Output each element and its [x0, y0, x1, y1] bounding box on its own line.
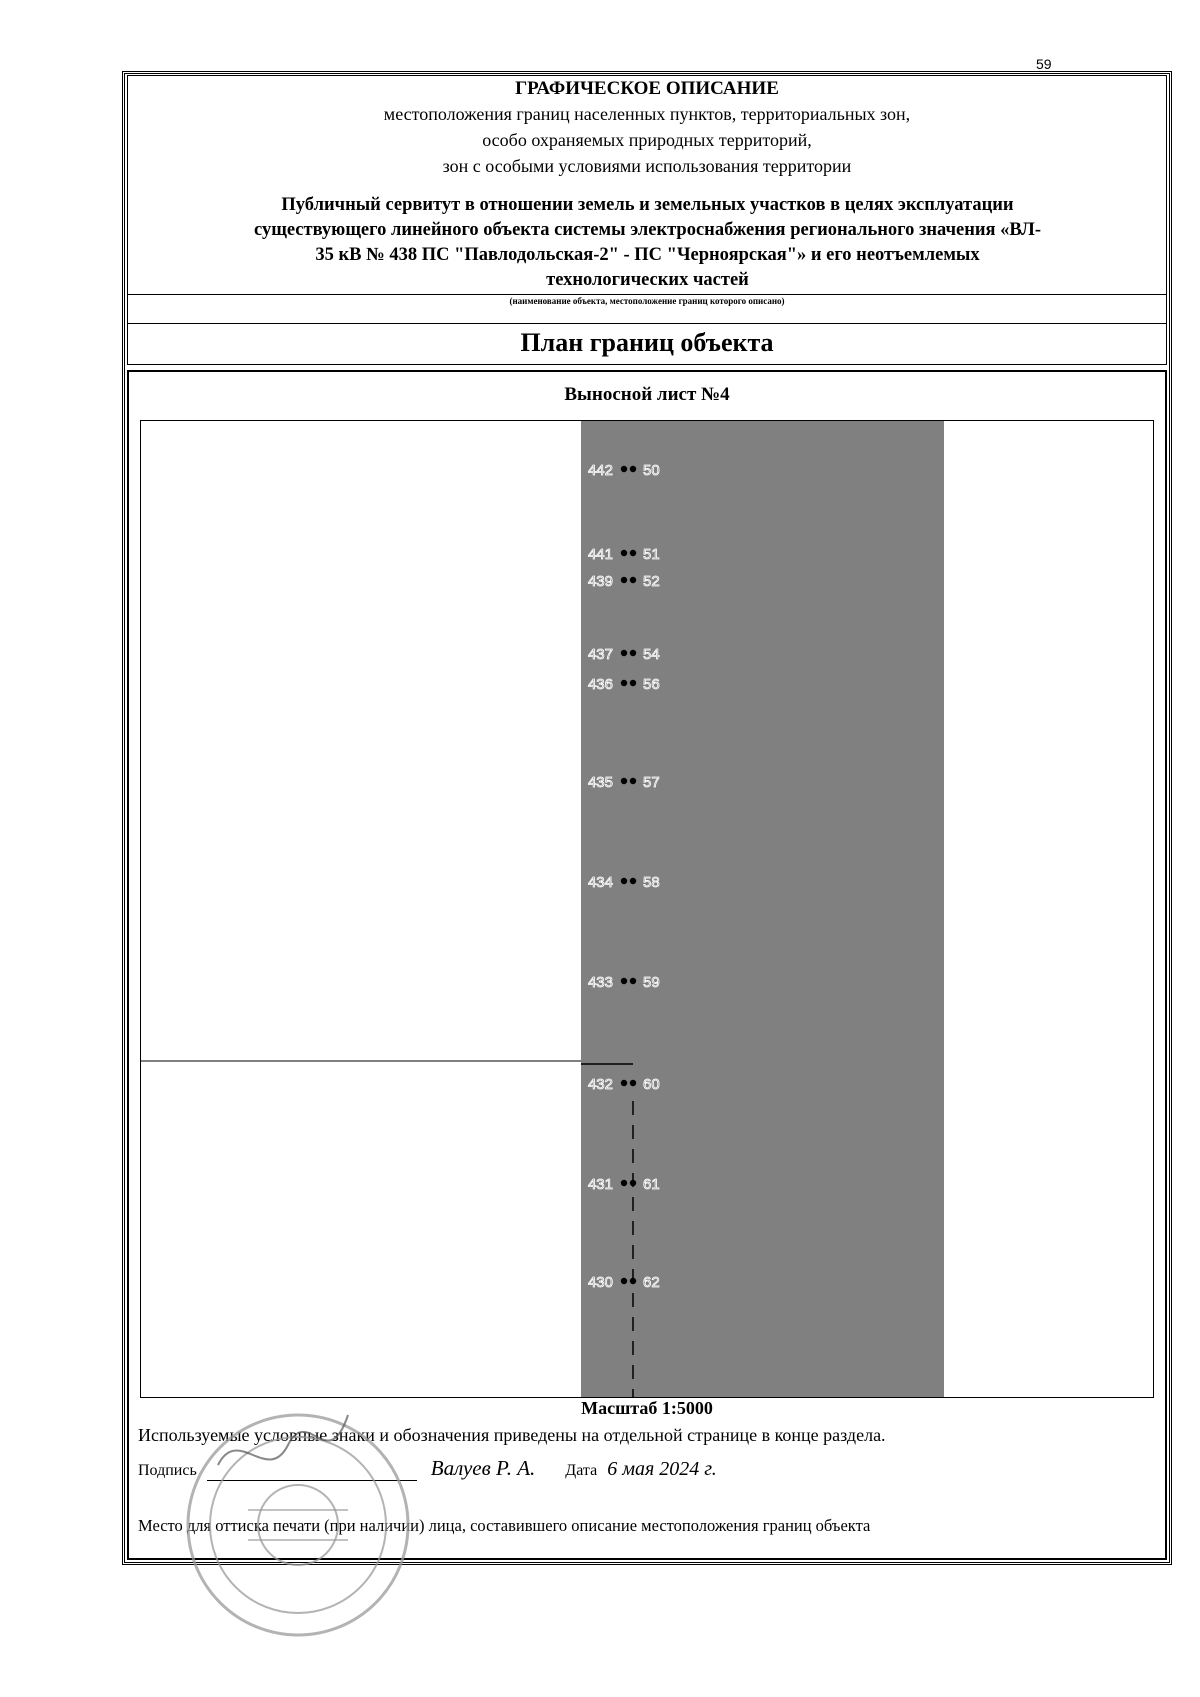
document-title: ГРАФИЧЕСКОЕ ОПИСАНИЕ — [515, 78, 779, 99]
point-label-left: 434 — [587, 874, 613, 891]
point-label-left: 435 — [587, 774, 613, 791]
boundary-point — [621, 1278, 627, 1284]
header-divider — [128, 323, 1166, 324]
boundary-map-svg — [141, 421, 1153, 1397]
object-name — [160, 193, 1135, 293]
map-scale: Масштаб 1:5000 — [581, 1398, 713, 1418]
boundary-point — [621, 550, 627, 556]
legend-note: Используемые условные знаки и обозначения приведены на отдельной странице в конце раздела. — [138, 1425, 886, 1445]
boundary-point — [621, 650, 627, 656]
servitude-zone — [581, 421, 944, 1397]
boundary-point — [630, 680, 636, 686]
object-name-line: существующего линейного объекта системы электроснабжения регионального значения «ВЛ- — [254, 220, 1041, 240]
boundary-point — [621, 1080, 627, 1086]
signer-name: Валуев Р. А. — [430, 1456, 536, 1480]
object-name-line: 35 кВ № 438 ПС "Павлодольская-2" - ПС "Черноярская"» и его неотъемлемых — [315, 245, 980, 265]
boundary-point — [630, 778, 636, 784]
boundary-point — [630, 1180, 636, 1186]
point-label-right: 56 — [643, 676, 660, 693]
date-label: Дата — [565, 1462, 598, 1479]
plan-title: План границ объекта — [520, 328, 774, 357]
boundary-point — [630, 1080, 636, 1086]
boundary-point — [630, 1278, 636, 1284]
boundary-point — [621, 778, 627, 784]
object-name-line: Публичный сервитут в отношении земель и земельных участков в целях эксплуатации — [281, 195, 1014, 215]
boundary-point — [621, 466, 627, 472]
object-name-line: технологических частей — [546, 270, 749, 290]
boundary-point — [630, 577, 636, 583]
stamp-place-note: Место для оттиска печати (при наличии) лица, составившего описание местоположения границ объекта — [138, 1516, 871, 1535]
date-value: 6 мая 2024 г. — [607, 1458, 717, 1480]
sheet-title: Выносной лист №4 — [564, 384, 730, 405]
point-label-right: 52 — [643, 573, 660, 590]
point-label-right: 54 — [643, 646, 660, 663]
subtitle-line: местоположения границ населенных пунктов, территориальных зон, — [383, 104, 911, 124]
seal-stamp — [178, 1405, 418, 1645]
boundary-point — [621, 680, 627, 686]
point-label-right: 57 — [643, 774, 660, 791]
point-label-left: 436 — [587, 676, 613, 693]
point-label-left: 432 — [587, 1076, 613, 1093]
object-caption: (наименование объекта, местоположение границ которого описано) — [509, 296, 785, 306]
boundary-point — [621, 577, 627, 583]
point-label-left: 430 — [587, 1274, 613, 1291]
point-label-left: 437 — [587, 646, 613, 663]
point-label-left: 431 — [587, 1176, 613, 1193]
point-label-right: 59 — [643, 974, 660, 991]
boundary-point — [630, 978, 636, 984]
boundary-map — [140, 420, 1154, 1398]
subtitle-line: зон с особыми условиями использования территории — [442, 156, 852, 176]
point-label-right: 51 — [643, 546, 660, 563]
boundary-point — [630, 878, 636, 884]
point-label-left: 442 — [587, 462, 613, 479]
header-divider — [128, 294, 1166, 295]
page-number: 59 — [1036, 56, 1052, 72]
point-label-right: 61 — [643, 1176, 660, 1193]
point-label-left: 433 — [587, 974, 613, 991]
boundary-point — [630, 550, 636, 556]
point-label-left: 441 — [587, 546, 613, 563]
boundary-point — [630, 466, 636, 472]
boundary-point — [621, 878, 627, 884]
point-label-right: 62 — [643, 1274, 660, 1291]
subtitle-line: особо охраняемых природных территорий, — [482, 130, 812, 150]
boundary-point — [621, 978, 627, 984]
signature-label: Подпись — [138, 1462, 197, 1479]
boundary-point — [630, 650, 636, 656]
point-label-right: 58 — [643, 874, 660, 891]
point-label-right: 60 — [643, 1076, 660, 1093]
boundary-point — [621, 1180, 627, 1186]
point-label-left: 439 — [587, 573, 613, 590]
point-label-right: 50 — [643, 462, 660, 479]
handwritten-signature — [218, 1415, 348, 1465]
